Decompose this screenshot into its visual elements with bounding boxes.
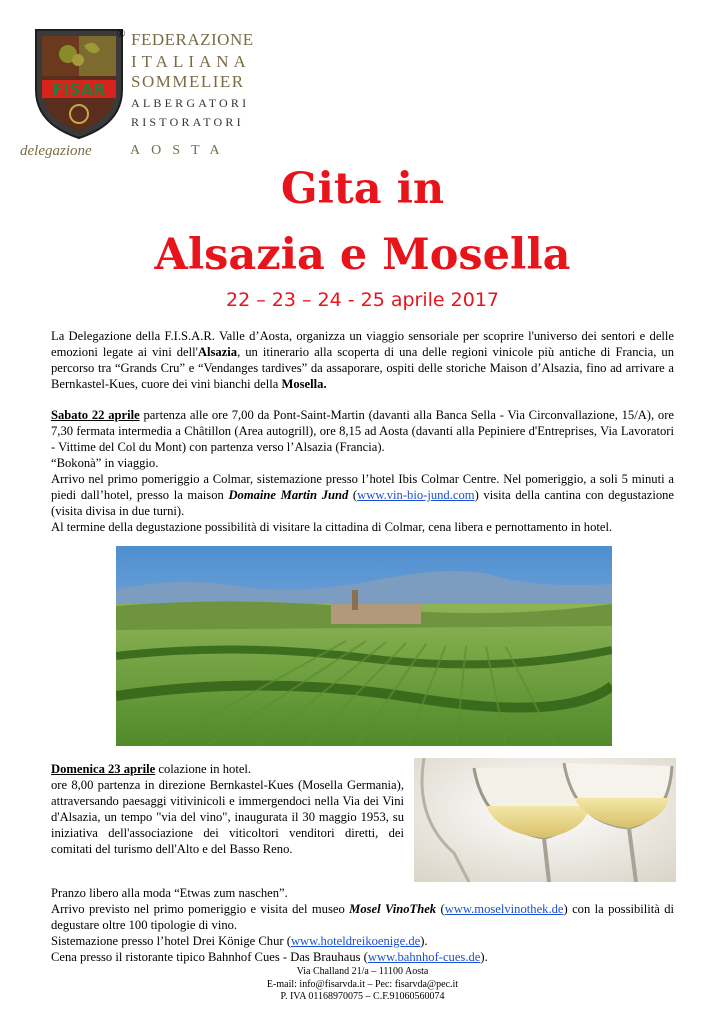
trip-dates: 22 – 23 – 24 - 25 aprile 2017: [226, 289, 499, 311]
sunday-breakfast-text: colazione in hotel.: [155, 762, 252, 776]
org-line-federazione: FEDERAZIONE: [131, 30, 254, 49]
sunday-continued: [51, 885, 674, 965]
wine-glasses-photo: [414, 758, 676, 882]
saturday-section: [51, 407, 674, 535]
alsace-landscape-photo: [116, 546, 612, 746]
museum-name: Mosel VinoThek: [349, 902, 437, 916]
intro-text-2: , un itinerario alla scoperta di una delle regioni vinicole più antiche di Francia, un percorso tra “Grands Cru” e “Vendanges tardives” da assaporare, ospiti delle storiche Maison d’Alsazia, fino ad arrivare a Bernkastel-Kues, cuore dei vini bianchi della: [51, 345, 674, 391]
link-bahnhof-cues[interactable]: www.bahnhof-cues.de: [367, 950, 481, 964]
sunday-museum-text: Arrivo previsto nel primo pomeriggio e visita del museo: [51, 902, 350, 916]
link-moselvinothek[interactable]: www.moselvinothek.de: [444, 902, 564, 916]
intro-text-1: La Delegazione della F.I.S.A.R. Valle d’Aosta, organizza un viaggio sensoriale per scoprire l'universo dei sentori e delle emozioni legate ai vini dell': [51, 329, 674, 359]
page-title-line2: Alsazia e Mosella: [154, 230, 571, 280]
page-title-line1: Gita in: [280, 164, 445, 214]
paren-open: (: [348, 488, 358, 502]
link-vin-bio-jund[interactable]: www.vin-bio-jund.com: [357, 488, 475, 502]
sunday-lunch-text: Pranzo libero alla moda “Etwas zum naschen”.: [51, 886, 288, 900]
org-line-italiana: ITALIANA: [131, 52, 251, 71]
delegazione-city: AOSTA: [130, 143, 231, 158]
org-line-albergatori: ALBERGATORI: [131, 96, 250, 110]
delegazione-label: delegazione: [20, 143, 92, 159]
intro-paragraph: [51, 328, 674, 392]
sunday-label: Domenica 23 aprile: [51, 762, 156, 776]
intro-bold-mosella: Mosella.: [281, 377, 327, 391]
footer: [0, 966, 725, 1004]
logo-text: FISAR: [52, 80, 106, 99]
fisar-logo: [34, 28, 124, 140]
paren-close-4: ).: [480, 950, 488, 964]
sunday-section: [51, 761, 404, 857]
paren-open-2: (: [436, 902, 445, 916]
link-hoteldreikoenige[interactable]: www.hoteldreikoenige.de: [290, 934, 421, 948]
sunday-departure-text: ore 8,00 partenza in direzione Bernkastel-Kues (Mosella Germania), attraversando paesaggi vitivinicoli e immergendoci nella Via dei Vini d'Alsazia, un tempo "via del vino", inaugurata il 30 maggio 1953, su iniziativa dell'associazione dei viticoltori venditori diretti, dei comitati del turismo dell'Alto e del Basso Reno.: [51, 778, 404, 856]
org-line-ristoratori: RISTORATORI: [131, 115, 244, 129]
paren-close-3: ).: [420, 934, 428, 948]
sunday-dinner-text: Cena presso il ristorante tipico Bahnhof Cues - Das Brauhaus (: [51, 950, 368, 964]
footer-email: E-mail: info@fisarvda.it – Pec: fisarvda@pec.it: [266, 978, 459, 990]
saturday-line-bokona: “Bokonà” in viaggio.: [51, 456, 159, 470]
saturday-text: partenza alle ore 7,00 da Pont-Saint-Martin (davanti alla Banca Sella - Via Circonvallazione, 15/A), ore 7,30 fermata intermedia a Châtillon (Area autogrill), ore 8,15 ad Aosta (davanti alla Pepiniere d'Entreprises, Via Lavoratori - Vittime del Col du Mont) con partenza verso l’Alsazia (Francia).: [51, 408, 675, 454]
saturday-label: Sabato 22 aprile: [51, 408, 140, 422]
org-line-sommelier: SOMMELIER: [131, 72, 245, 91]
saturday-evening-text: Al termine della degustazione possibilità di visitare la cittadina di Colmar, cena libera e pernottamento in hotel.: [51, 520, 613, 534]
sunday-hotel-text: Sistemazione presso l’hotel Drei Könige Chur (: [51, 934, 291, 948]
registered-mark: ®: [117, 28, 126, 40]
saturday-colmar-text: Arrivo nel primo pomeriggio a Colmar, sistemazione presso l’hotel Ibis Colmar Centre. Nel pomeriggio, a soli 5 minuti a piedi dall’hotel, presso la maison: [51, 472, 674, 502]
footer-address: Via Challand 21/a – 11100 Aosta: [296, 966, 429, 977]
footer-tax-ids: P. IVA 01168970075 – C.F.91060560074: [280, 991, 445, 1002]
sunday-museum-text-end: ) con la possibilità di degustare oltre 100 tipologie di vino.: [51, 902, 675, 932]
intro-bold-alsazia: Alsazia: [197, 345, 238, 359]
maison-name: Domaine Martin Jund: [228, 488, 349, 502]
saturday-degustazione-text: ) visita della cantina con degustazione (visita divisa in due turni).: [51, 488, 675, 518]
